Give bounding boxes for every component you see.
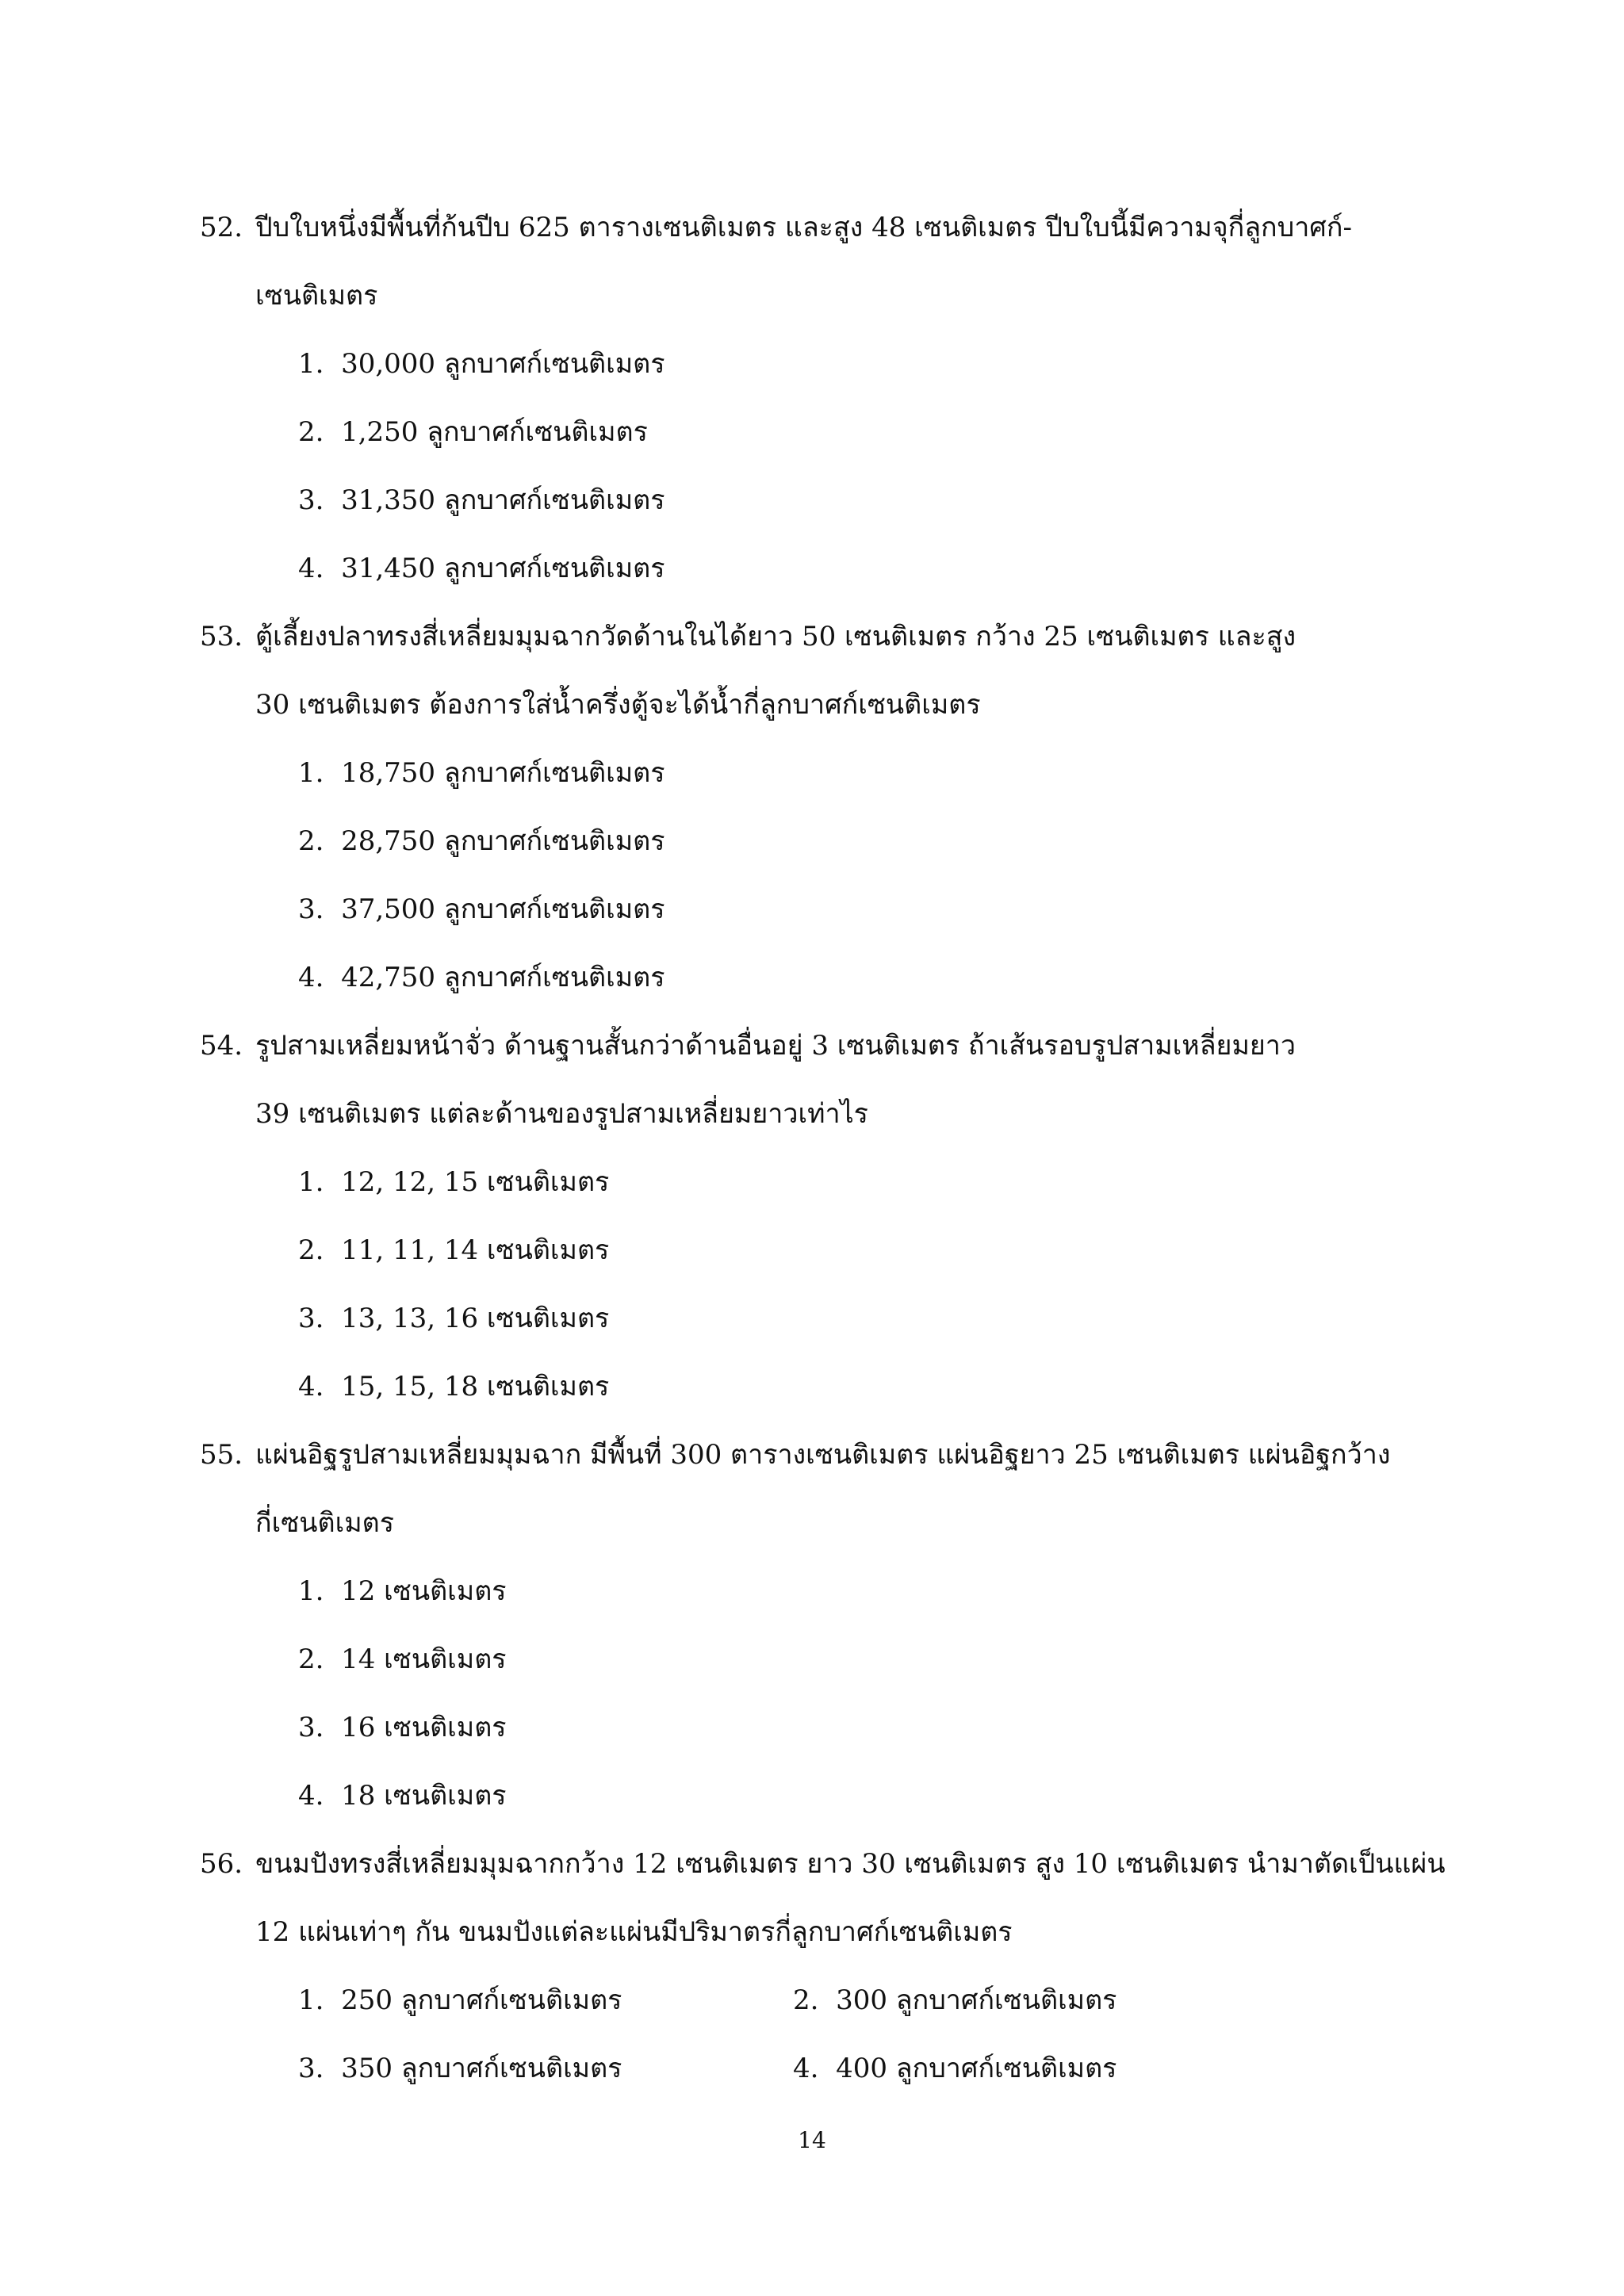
question-number: 56. <box>200 1848 243 1880</box>
option-4 <box>298 1367 609 1406</box>
option-text: 31,450 ลูกบาศก์เซนติเมตร <box>341 553 665 584</box>
option-text: 31,350 ลูกบาศก์เซนติเมตร <box>341 484 665 516</box>
option-text: 11, 11, 14 เซนติเมตร <box>341 1234 610 1266</box>
question-text-line: 30 เซนติเมตร ต้องการใส่น้ำครึ่งตู้จะได้น้ำกี่ลูกบาศก์เซนติเมตร <box>255 689 981 721</box>
question-number: 54. <box>200 1030 243 1062</box>
option-text: 350 ลูกบาศก์เซนติเมตร <box>341 2053 622 2084</box>
option-4 <box>793 2049 1116 2088</box>
option-number: 1. <box>298 1166 324 1198</box>
question-number: 52. <box>200 212 243 243</box>
question-text-line: รูปสามเหลี่ยมหน้าจั่ว ด้านฐานสั้นกว่าด้านอื่นอยู่ 3 เซนติเมตร ถ้าเส้นรอบรูปสามเหลี่ยมยาว <box>255 1030 1296 1062</box>
question-text-line: ขนมปังทรงสี่เหลี่ยมมุมฉากกว้าง 12 เซนติเมตร ยาว 30 เซนติเมตร สูง 10 เซนติเมตร นำมาตัดเป็นแผ่น <box>255 1848 1446 1880</box>
option-text: 37,500 ลูกบาศก์เซนติเมตร <box>341 894 665 925</box>
option-number: 4. <box>298 962 324 993</box>
option-number: 4. <box>793 2053 819 2084</box>
option-2 <box>298 1230 609 1270</box>
option-4 <box>298 958 665 997</box>
option-text: 12 เซนติเมตร <box>341 1575 507 1607</box>
option-2 <box>298 1640 507 1679</box>
option-number: 2. <box>298 825 324 857</box>
option-text: 1,250 ลูกบาศก์เซนติเมตร <box>341 416 648 448</box>
option-2 <box>298 412 648 452</box>
option-text: 400 ลูกบาศก์เซนติเมตร <box>836 2053 1117 2084</box>
question-text-line: ปีบใบหนึ่งมีพื้นที่ก้นปีบ 625 ตารางเซนติเมตร และสูง 48 เซนติเมตร ปีบใบนี้มีความจุกี่ลูกบาศก์- <box>255 212 1352 243</box>
option-number: 2. <box>793 1984 819 2016</box>
option-1 <box>298 1571 507 1611</box>
option-3 <box>298 2049 622 2088</box>
option-text: 14 เซนติเมตร <box>341 1644 507 1675</box>
option-3 <box>298 890 665 929</box>
option-2 <box>298 821 665 861</box>
option-2 <box>793 1980 1116 2020</box>
option-text: 13, 13, 16 เซนติเมตร <box>341 1303 610 1334</box>
option-3 <box>298 1708 507 1747</box>
option-text: 250 ลูกบาศก์เซนติเมตร <box>341 1984 622 2016</box>
option-number: 2. <box>298 1234 324 1266</box>
question-text-line: เซนติเมตร <box>255 280 378 312</box>
question-text-line: แผ่นอิฐรูปสามเหลี่ยมมุมฉาก มีพื้นที่ 300 ตารางเซนติเมตร แผ่นอิฐยาว 25 เซนติเมตร แผ่นอิฐกว้าง <box>255 1439 1391 1471</box>
option-number: 4. <box>298 1371 324 1402</box>
option-text: 16 เซนติเมตร <box>341 1712 507 1743</box>
option-4 <box>298 1776 507 1816</box>
question-text-line: กี่เซนติเมตร <box>255 1507 394 1539</box>
question-number: 53. <box>200 621 243 652</box>
option-number: 3. <box>298 1303 324 1334</box>
option-number: 3. <box>298 484 324 516</box>
option-number: 1. <box>298 1575 324 1607</box>
question-number: 55. <box>200 1439 243 1471</box>
option-number: 1. <box>298 348 324 380</box>
option-number: 1. <box>298 1984 324 2016</box>
option-text: 300 ลูกบาศก์เซนติเมตร <box>836 1984 1117 2016</box>
option-1 <box>298 1980 622 2020</box>
question-text-line: 39 เซนติเมตร แต่ละด้านของรูปสามเหลี่ยมยาวเท่าไร <box>255 1098 868 1130</box>
option-number: 4. <box>298 1780 324 1812</box>
option-3 <box>298 480 665 520</box>
question-text-line: 12 แผ่นเท่าๆ กัน ขนมปังแต่ละแผ่นมีปริมาตรกี่ลูกบาศก์เซนติเมตร <box>255 1916 1013 1948</box>
option-number: 3. <box>298 2053 324 2084</box>
option-text: 12, 12, 15 เซนติเมตร <box>341 1166 610 1198</box>
question-text-line: ตู้เลี้ยงปลาทรงสี่เหลี่ยมมุมฉากวัดด้านในได้ยาว 50 เซนติเมตร กว้าง 25 เซนติเมตร และสูง <box>255 621 1297 652</box>
option-text: 18,750 ลูกบาศก์เซนติเมตร <box>341 757 665 789</box>
option-text: 42,750 ลูกบาศก์เซนติเมตร <box>341 962 665 993</box>
option-text: 18 เซนติเมตร <box>341 1780 507 1812</box>
option-number: 3. <box>298 1712 324 1743</box>
option-1 <box>298 344 665 384</box>
option-number: 3. <box>298 894 324 925</box>
page-number: 14 <box>798 2127 826 2153</box>
option-1 <box>298 753 665 793</box>
option-4 <box>298 549 665 588</box>
option-text: 28,750 ลูกบาศก์เซนติเมตร <box>341 825 665 857</box>
option-text: 15, 15, 18 เซนติเมตร <box>341 1371 610 1402</box>
option-text: 30,000 ลูกบาศก์เซนติเมตร <box>341 348 665 380</box>
option-number: 4. <box>298 553 324 584</box>
option-1 <box>298 1162 609 1202</box>
option-number: 1. <box>298 757 324 789</box>
option-number: 2. <box>298 416 324 448</box>
option-3 <box>298 1299 609 1338</box>
option-number: 2. <box>298 1644 324 1675</box>
